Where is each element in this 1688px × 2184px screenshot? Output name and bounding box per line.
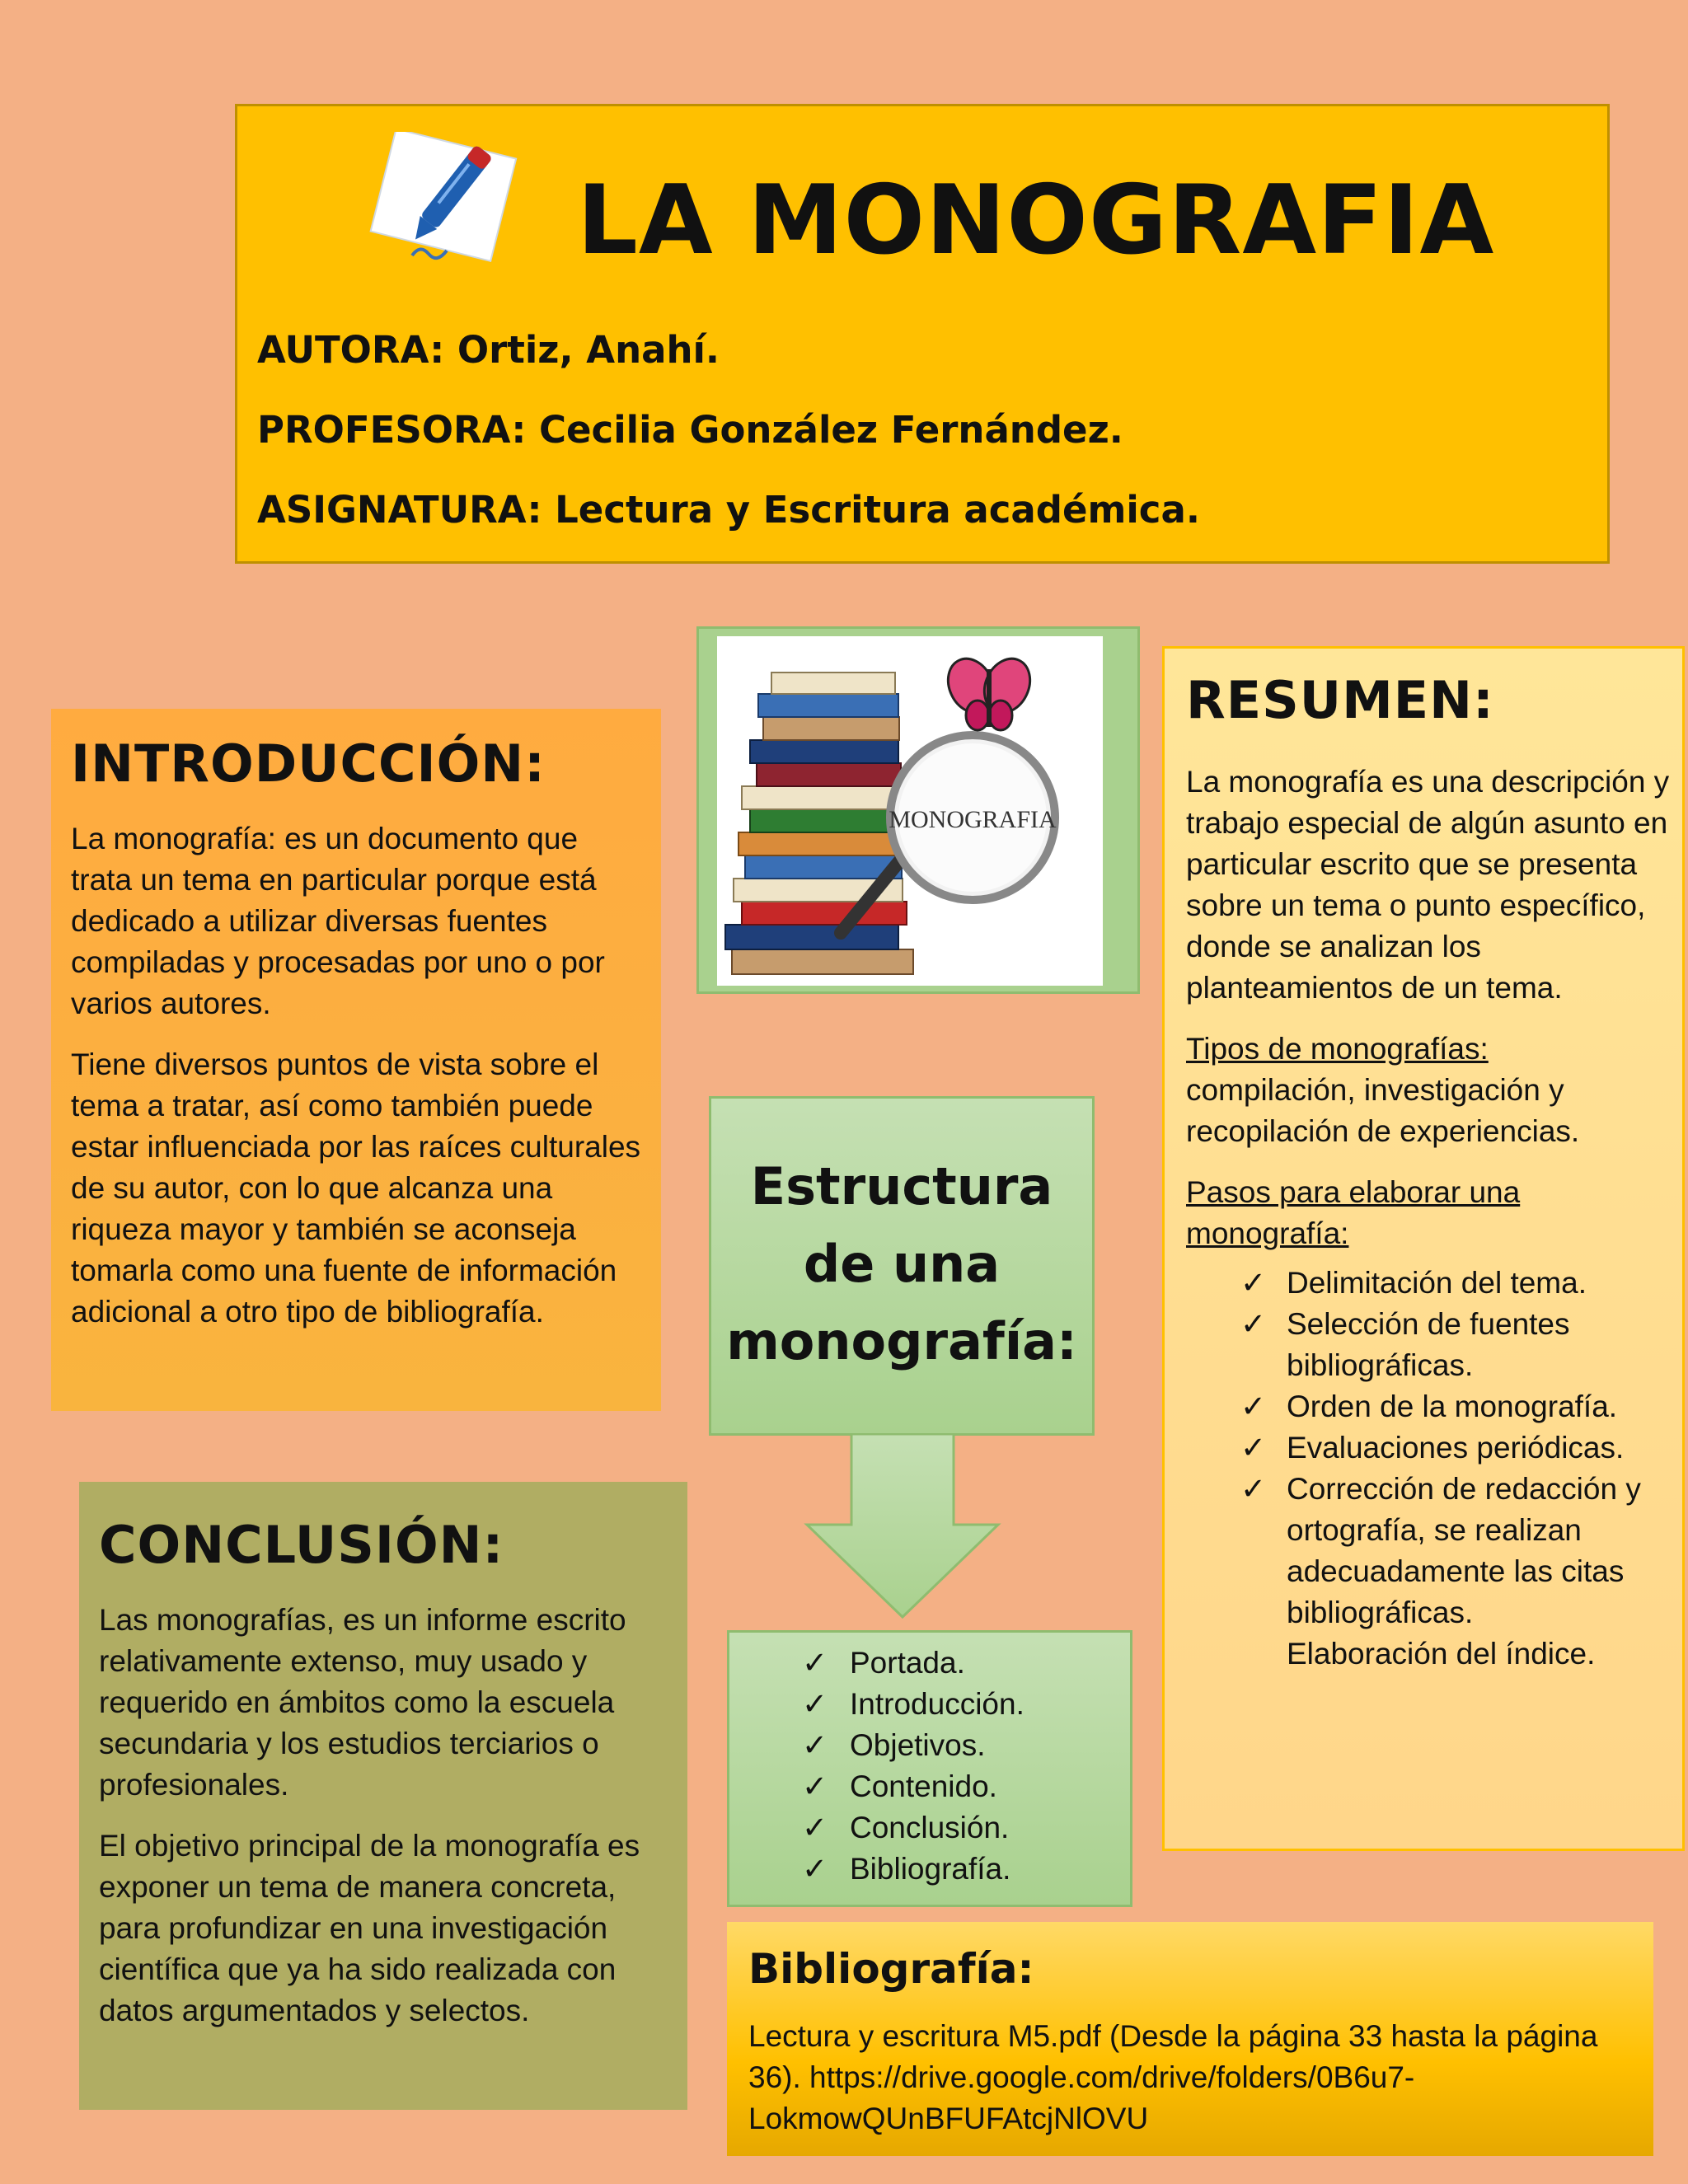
page-title: LA MONOGRAFIA xyxy=(577,165,1495,276)
list-item: ✓ Introducción. xyxy=(802,1684,1130,1725)
types-text: compilación, investigación y recopilación de experiencias. xyxy=(1186,1073,1580,1148)
list-item: ✓ Conclusión. xyxy=(802,1807,1130,1849)
structure-title-line-3: monografía: xyxy=(726,1311,1077,1371)
types-block xyxy=(1186,1029,1671,1152)
check-icon: ✓ xyxy=(1240,1307,1267,1341)
books-illustration xyxy=(717,636,1103,986)
check-icon: ✓ xyxy=(802,1811,828,1844)
list-item: ✓ Evaluaciones periódicas. xyxy=(1240,1427,1671,1469)
summary-body xyxy=(1186,762,1671,1675)
structure-heading-box xyxy=(709,1096,1095,1436)
check-icon: ✓ xyxy=(802,1769,828,1803)
steps-label: Pasos para elaborar una monografía: xyxy=(1186,1175,1521,1250)
structure-list-box xyxy=(727,1630,1132,1907)
introduction-section xyxy=(51,709,661,1411)
check-icon: ✓ xyxy=(1240,1390,1267,1423)
conclusion-paragraph-1: Las monografías, es un informe escrito relativamente extenso, muy usado y requerido en ámbitos como la escuela secundaria y los estudios terciarios o profesionales. xyxy=(99,1603,626,1802)
list-item: ✓ Objetivos. xyxy=(802,1725,1130,1766)
bibliography-heading: Bibliografía: xyxy=(748,1945,1034,1993)
bibliography-text: Lectura y escritura M5.pdf (Desde la página 33 hasta la página 36). https://drive.google.com/drive/folders/0B6u7-LokmowQUnBFUFAtcjNlOVU xyxy=(748,2019,1598,2135)
books-magnifier-icon xyxy=(717,636,1103,986)
summary-paragraph: La monografía es una descripción y trabajo especial de algún asunto en particular escrito que se presenta sobre un tema o punto específico, donde se analizan los planteamientos de un tema. xyxy=(1186,765,1670,1005)
list-item: ✓ Delimitación del tema. xyxy=(1240,1263,1671,1304)
structure-title-line-1: Estructura xyxy=(750,1156,1053,1216)
subject-line: ASIGNATURA: Lectura y Escritura académica. xyxy=(257,488,1200,532)
summary-heading: RESUMEN: xyxy=(1186,670,1494,730)
teacher-line: PROFESORA: Cecilia González Fernández. xyxy=(257,408,1123,452)
structure-title xyxy=(711,1148,1092,1380)
list-item: ✓ Portada. xyxy=(802,1643,1130,1684)
pen-icon xyxy=(363,132,519,264)
steps-list xyxy=(1186,1263,1671,1633)
conclusion-body xyxy=(99,1600,668,2032)
types-label: Tipos de monografías: xyxy=(1186,1032,1489,1066)
list-item: ✓ Selección de fuentes bibliográficas. xyxy=(1240,1304,1671,1386)
magnifier-label: MONOGRAFIA xyxy=(889,806,1057,833)
down-arrow-icon xyxy=(804,1434,1001,1619)
structure-title-line-2: de una xyxy=(803,1234,1001,1294)
check-icon: ✓ xyxy=(802,1687,828,1721)
check-icon: ✓ xyxy=(802,1852,828,1886)
introduction-body xyxy=(71,818,641,1333)
check-icon: ✓ xyxy=(1240,1266,1267,1300)
structure-list xyxy=(802,1643,1130,1890)
summary-section xyxy=(1162,646,1685,1851)
conclusion-heading: CONCLUSIÓN: xyxy=(99,1515,504,1575)
conclusion-paragraph-2: El objetivo principal de la monografía es exponer un tema de manera concreta, para profundizar en una investigación científica que ya ha sido realizada con datos argumentados y selectos. xyxy=(99,1829,640,2027)
introduction-paragraph-1: La monografía: es un documento que trata un tema en particular porque está dedicado a utilizar diversas fuentes compiladas y procesadas por uno o por varios autores. xyxy=(71,822,605,1020)
bibliography-section xyxy=(727,1922,1653,2156)
author-line: AUTORA: Ortiz, Anahí. xyxy=(257,328,720,372)
check-icon: ✓ xyxy=(802,1646,828,1680)
steps-extra-item: Elaboración del índice. xyxy=(1287,1637,1596,1671)
introduction-heading: INTRODUCCIÓN: xyxy=(71,733,546,794)
check-icon: ✓ xyxy=(1240,1431,1267,1465)
list-item: ✓ Orden de la monografía. xyxy=(1240,1386,1671,1427)
list-item: ✓ Bibliografía. xyxy=(802,1849,1130,1890)
conclusion-section xyxy=(79,1482,687,2110)
list-item: ✓ Contenido. xyxy=(802,1766,1130,1807)
check-icon: ✓ xyxy=(1240,1472,1267,1506)
check-icon: ✓ xyxy=(802,1728,828,1762)
list-item: ✓ Corrección de redacción y ortografía, se realizan adecuadamente las citas bibliográficas. xyxy=(1240,1469,1671,1633)
introduction-paragraph-2: Tiene diversos puntos de vista sobre el tema a tratar, así como también puede estar influenciada por las raíces culturales de su autor, con lo que alcanza una riqueza mayor y también se aconseja tomarla como una fuente de información adicional a otro tipo de bibliografía. xyxy=(71,1047,641,1329)
